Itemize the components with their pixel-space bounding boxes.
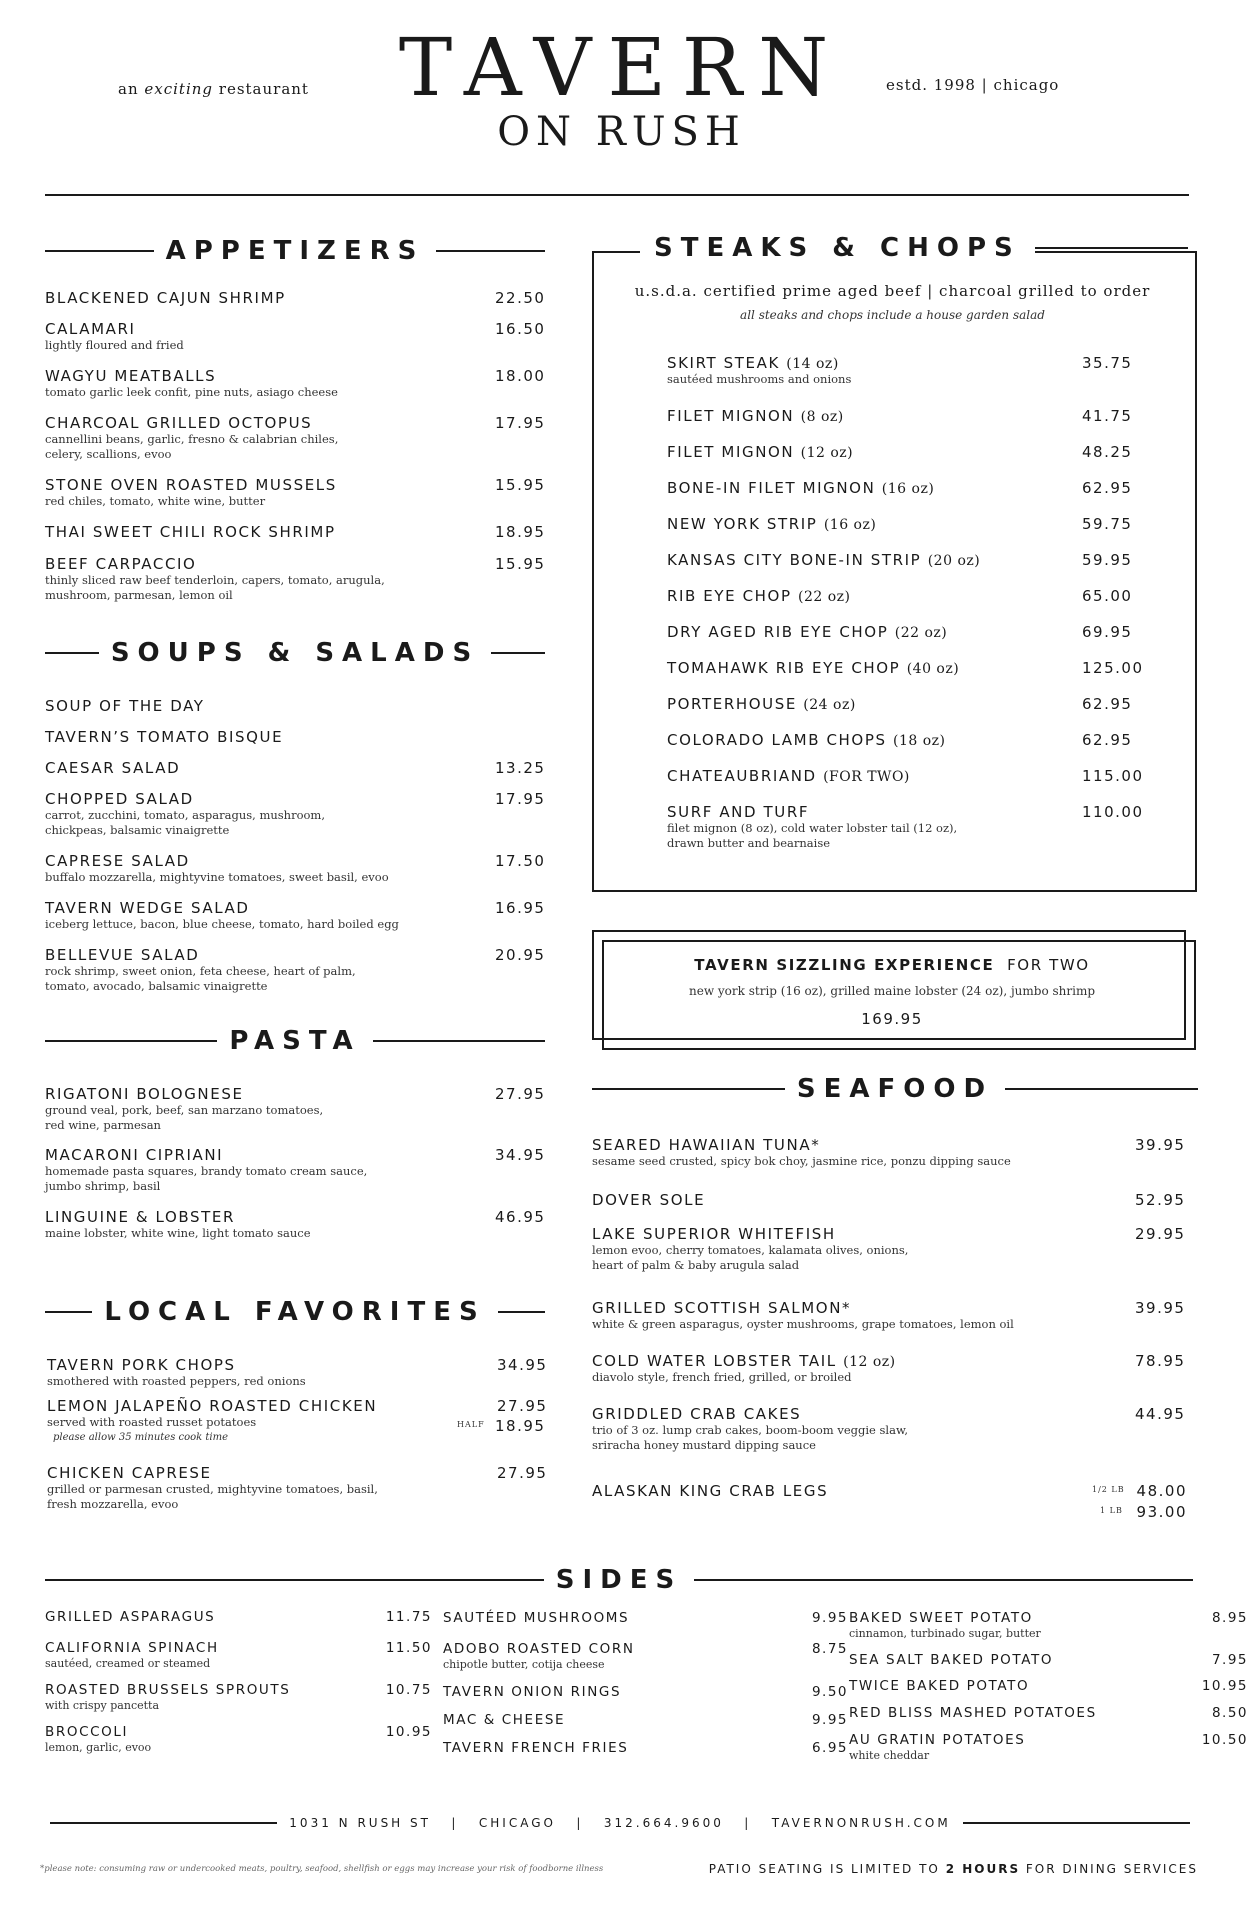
item-price: 13.25	[495, 759, 546, 777]
item-name: SKIRT STEAK (14 oz)	[667, 354, 839, 372]
item-description: fresh mozzarella, evoo	[47, 1497, 179, 1511]
item-name: CHICKEN CAPRESE	[47, 1464, 212, 1482]
pasta-item	[45, 1146, 550, 1194]
steaks-item	[667, 659, 1187, 677]
item-name: DOVER SOLE	[592, 1191, 706, 1209]
seafood-item	[592, 1299, 1192, 1332]
side-item	[443, 1740, 853, 1756]
side-price: 10.75	[385, 1682, 432, 1698]
item-name: LEMON JALAPEÑO ROASTED CHICKEN	[47, 1397, 378, 1415]
local-favorites-title: LOCAL FAVORITES	[104, 1297, 486, 1327]
item-price: 27.95	[497, 1397, 548, 1415]
steaks-subtitle: u.s.d.a. certified prime aged beef | charcoal grilled to order	[634, 282, 1151, 300]
king-crab-half-label: 1/2 LB	[1092, 1485, 1125, 1494]
item-name: COLD WATER LOBSTER TAIL (12 oz)	[592, 1352, 896, 1370]
sizzling-price: 169.95	[861, 1010, 923, 1028]
pasta-item	[45, 1085, 550, 1133]
item-description: chickpeas, balsamic vinaigrette	[45, 823, 230, 837]
item-note: please allow 35 minutes cook time	[53, 1432, 229, 1443]
steaks-item	[667, 587, 1187, 605]
item-name: STONE OVEN ROASTED MUSSELS	[45, 476, 337, 494]
item-price: 27.95	[497, 1464, 548, 1482]
patio-hours: 2 HOURS	[945, 1862, 1021, 1876]
side-price: 11.50	[385, 1640, 432, 1656]
pasta-heading	[45, 1026, 545, 1056]
item-name: BELLEVUE SALAD	[45, 946, 200, 964]
sides-title: SIDES	[555, 1565, 683, 1595]
appetizers-item	[45, 555, 550, 603]
side-item	[849, 1678, 1253, 1694]
item-description: ground veal, pork, beef, san marzano tomatoes,	[45, 1103, 324, 1117]
soups-item	[45, 852, 550, 885]
side-price: 8.50	[1211, 1705, 1248, 1721]
side-name: BROCCOLI	[45, 1724, 129, 1740]
steaks-item	[667, 695, 1187, 713]
item-price: 22.50	[495, 289, 546, 307]
side-price: 6.95	[811, 1740, 848, 1756]
appetizers-item	[45, 289, 550, 307]
item-description: iceberg lettuce, bacon, blue cheese, tomato, hard boiled egg	[45, 917, 399, 931]
item-price: 59.75	[1082, 515, 1133, 533]
soups-item	[45, 899, 550, 932]
item-size: (40 oz)	[906, 661, 960, 677]
item-description: filet mignon (8 oz), cold water lobster tail (12 oz),	[667, 821, 958, 835]
steaks-title: STEAKS & CHOPS	[640, 233, 1035, 263]
steaks-item	[667, 623, 1187, 641]
item-description: white & green asparagus, oyster mushrooms, grape tomatoes, lemon oil	[592, 1317, 1014, 1331]
item-name: TOMAHAWK RIB EYE CHOP (40 oz)	[667, 659, 960, 677]
side-price: 9.95	[811, 1712, 848, 1728]
item-description: sautéed mushrooms and onions	[667, 372, 852, 386]
item-description: rock shrimp, sweet onion, feta cheese, heart of palm,	[45, 964, 356, 978]
item-size: (12 oz)	[843, 1354, 896, 1370]
item-name: SURF AND TURF	[667, 803, 810, 821]
item-price: 44.95	[1135, 1405, 1186, 1423]
soups-item	[45, 728, 550, 746]
seafood-item	[592, 1191, 1192, 1209]
side-price: 10.95	[1201, 1678, 1248, 1694]
side-price: 11.75	[385, 1609, 432, 1625]
appetizers-title: APPETIZERS	[165, 236, 425, 266]
item-price: 15.95	[495, 476, 546, 494]
item-name: CHATEAUBRIAND (FOR TWO)	[667, 767, 910, 785]
footer-address-row	[50, 1816, 1190, 1830]
steaks-heading	[640, 233, 1188, 263]
item-description: lightly floured and fried	[45, 338, 184, 352]
item-description: thinly sliced raw beef tenderloin, capers, tomato, arugula,	[45, 573, 385, 587]
item-name: NEW YORK STRIP (16 oz)	[667, 515, 877, 533]
side-name: SEA SALT BAKED POTATO	[849, 1652, 1054, 1668]
brand-title: TAVERN	[398, 21, 845, 114]
side-item	[443, 1684, 853, 1700]
item-name: CHOPPED SALAD	[45, 790, 194, 808]
side-name: AU GRATIN POTATOES	[849, 1732, 1026, 1748]
side-price: 9.50	[811, 1684, 848, 1700]
item-price: 34.95	[495, 1146, 546, 1164]
sizzling-desc: new york strip (16 oz), grilled maine lobster (24 oz), jumbo shrimp	[688, 984, 1096, 998]
item-name: MACARONI CIPRIANI	[45, 1146, 224, 1164]
side-price: 10.50	[1201, 1732, 1248, 1748]
king-crab-half-price: 48.00	[1136, 1482, 1187, 1500]
item-name: PORTERHOUSE (24 oz)	[667, 695, 856, 713]
steaks-item	[667, 731, 1187, 749]
item-description: sesame seed crusted, spicy bok choy, jasmine rice, ponzu dipping sauce	[592, 1154, 1011, 1168]
item-name: SEARED HAWAIIAN TUNA*	[592, 1136, 821, 1154]
side-price: 8.75	[811, 1641, 848, 1657]
item-price: 16.95	[495, 899, 546, 917]
appetizers-item	[45, 523, 550, 541]
steaks-item	[667, 354, 1187, 387]
sides-heading	[45, 1565, 1193, 1595]
side-price: 7.95	[1211, 1652, 1248, 1668]
side-name: MAC & CHEESE	[443, 1712, 566, 1728]
item-price: 62.95	[1082, 695, 1133, 713]
item-name: TAVERN PORK CHOPS	[47, 1356, 236, 1374]
side-name: SAUTÉED MUSHROOMS	[443, 1610, 630, 1626]
item-description: buffalo mozzarella, mightyvine tomatoes, sweet basil, evoo	[45, 870, 389, 884]
steaks-box	[592, 251, 1197, 892]
side-name: BAKED SWEET POTATO	[849, 1610, 1033, 1626]
item-name: CAPRESE SALAD	[45, 852, 190, 870]
seafood-title: SEAFOOD	[796, 1074, 994, 1104]
side-item	[443, 1712, 853, 1728]
item-price: 41.75	[1082, 407, 1133, 425]
item-price: 34.95	[497, 1356, 548, 1374]
soups-item	[45, 697, 550, 715]
soups-item	[45, 790, 550, 838]
item-price: 78.95	[1135, 1352, 1186, 1370]
item-name: CALAMARI	[45, 320, 136, 338]
appetizers-item	[45, 367, 550, 400]
soups-title: SOUPS & SALADS	[110, 638, 480, 668]
item-price: 18.00	[495, 367, 546, 385]
appetizers-item	[45, 414, 550, 462]
footer-disclaimer: *please note: consuming raw or undercooked meats, poultry, seafood, shellfish or eggs may increase your risk of foodborne illness	[40, 1864, 604, 1874]
item-description: homemade pasta squares, brandy tomato cream sauce,	[45, 1164, 368, 1178]
side-item	[45, 1640, 437, 1671]
soups-item	[45, 759, 550, 777]
brand-subtitle: ON RUSH	[497, 109, 746, 155]
side-description: lemon, garlic, evoo	[45, 1741, 152, 1754]
side-price: 9.95	[811, 1610, 848, 1626]
steaks-item	[667, 407, 1187, 425]
side-item	[849, 1732, 1253, 1763]
item-name: TAVERN WEDGE SALAD	[45, 899, 250, 917]
footer-address: 1031 N RUSH ST | CHICAGO | 312.664.9600 | TAVERNONRUSH.COM	[289, 1816, 951, 1830]
seafood-item	[592, 1352, 1192, 1385]
item-price: 46.95	[495, 1208, 546, 1226]
steaks-note: all steaks and chops include a house garden salad	[740, 308, 1045, 322]
item-name: DRY AGED RIB EYE CHOP (22 oz)	[667, 623, 948, 641]
side-description: with crispy pancetta	[45, 1699, 160, 1712]
item-price: 62.95	[1082, 731, 1133, 749]
item-size: (16 oz)	[823, 517, 877, 533]
tagline-emphasis: exciting	[144, 80, 213, 98]
item-price: 110.00	[1082, 803, 1144, 821]
item-name: GRIDDLED CRAB CAKES	[592, 1405, 802, 1423]
side-name: ROASTED BRUSSELS SPROUTS	[45, 1682, 291, 1698]
item-size: (18 oz)	[892, 733, 946, 749]
item-name: COLORADO LAMB CHOPS (18 oz)	[667, 731, 946, 749]
item-name: RIGATONI BOLOGNESE	[45, 1085, 244, 1103]
item-name: GRILLED SCOTTISH SALMON*	[592, 1299, 852, 1317]
item-description: cannellini beans, garlic, fresno & calabrian chiles,	[45, 432, 339, 446]
item-size: (FOR TWO)	[823, 769, 910, 785]
item-price: 29.95	[1135, 1225, 1186, 1243]
seafood-item	[592, 1136, 1192, 1169]
item-description: lemon evoo, cherry tomatoes, kalamata olives, onions,	[592, 1243, 909, 1257]
side-name: ADOBO ROASTED CORN	[443, 1641, 635, 1657]
seafood-item	[592, 1225, 1192, 1273]
item-description: grilled or parmesan crusted, mightyvine tomatoes, basil,	[47, 1482, 378, 1496]
side-item	[45, 1609, 437, 1625]
steaks-item	[667, 767, 1187, 785]
side-name: TAVERN ONION RINGS	[443, 1684, 622, 1700]
item-description: tomato garlic leek confit, pine nuts, asiago cheese	[45, 385, 338, 399]
side-item	[443, 1641, 853, 1672]
item-size: (24 oz)	[803, 697, 856, 713]
side-description: cinnamon, turbinado sugar, butter	[849, 1627, 1041, 1640]
local-item	[47, 1464, 552, 1512]
item-price: 20.95	[495, 946, 546, 964]
item-price: 62.95	[1082, 479, 1133, 497]
appetizers-item	[45, 476, 550, 509]
item-price: 15.95	[495, 555, 546, 573]
soups-heading	[45, 638, 545, 668]
item-description: red chiles, tomato, white wine, butter	[45, 494, 266, 508]
item-description: tomato, avocado, balsamic vinaigrette	[45, 979, 268, 993]
side-item	[849, 1610, 1253, 1641]
item-description: maine lobster, white wine, light tomato sauce	[45, 1226, 311, 1240]
footer-patio-note: PATIO SEATING IS LIMITED TO 2 HOURS FOR DINING SERVICES	[708, 1862, 1198, 1876]
item-price: 18.95	[495, 523, 546, 541]
item-size: (8 oz)	[800, 409, 844, 425]
item-price: 16.50	[495, 320, 546, 338]
steaks-item	[667, 515, 1187, 533]
item-description: red wine, parmesan	[45, 1118, 161, 1132]
item-name: BLACKENED CAJUN SHRIMP	[45, 289, 286, 307]
local-item	[47, 1397, 552, 1445]
item-description: smothered with roasted peppers, red onions	[47, 1374, 306, 1388]
item-price: 52.95	[1135, 1191, 1186, 1209]
item-description: drawn butter and bearnaise	[667, 836, 831, 850]
item-size: (12 oz)	[800, 445, 854, 461]
item-description: trio of 3 oz. lump crab cakes, boom-boom veggie slaw,	[592, 1423, 909, 1437]
sizzling-for-two: FOR TWO	[1007, 956, 1090, 974]
side-item	[45, 1724, 437, 1755]
sizzling-title-row	[592, 956, 1192, 974]
item-name: LAKE SUPERIOR WHITEFISH	[592, 1225, 836, 1243]
king-crab-name: ALASKAN KING CRAB LEGS	[592, 1482, 829, 1500]
side-item	[849, 1705, 1253, 1721]
king-crab-full-label: 1 LB	[1100, 1506, 1123, 1515]
steaks-item	[667, 803, 1187, 851]
item-size: (20 oz)	[927, 553, 981, 569]
item-name: CAESAR SALAD	[45, 759, 181, 777]
side-item	[849, 1652, 1253, 1668]
pasta-title: PASTA	[229, 1026, 361, 1056]
tagline: an exciting restaurant	[118, 80, 309, 98]
item-price: 125.00	[1082, 659, 1144, 677]
item-size: (14 oz)	[786, 356, 839, 372]
item-price: 65.00	[1082, 587, 1133, 605]
item-name: TAVERN’S TOMATO BISQUE	[45, 728, 284, 746]
item-name: FILET MIGNON (12 oz)	[667, 443, 854, 461]
king-crab-full-price: 93.00	[1136, 1503, 1187, 1521]
seafood-heading	[592, 1074, 1198, 1104]
item-price: 27.95	[495, 1085, 546, 1103]
half-price: 18.95	[495, 1417, 546, 1435]
side-name: TAVERN FRENCH FRIES	[443, 1740, 629, 1756]
item-name: WAGYU MEATBALLS	[45, 367, 217, 385]
item-price: 69.95	[1082, 623, 1133, 641]
item-description: served with roasted russet potatoes	[47, 1415, 257, 1429]
item-price: 35.75	[1082, 354, 1133, 372]
side-name: CALIFORNIA SPINACH	[45, 1640, 219, 1656]
item-price: 17.95	[495, 790, 546, 808]
steaks-item	[667, 479, 1187, 497]
local-favorites-heading	[45, 1297, 545, 1327]
sizzling-title: TAVERN SIZZLING EXPERIENCE	[694, 956, 995, 974]
seafood-item	[592, 1405, 1192, 1453]
side-name: TWICE BAKED POTATO	[849, 1678, 1030, 1694]
side-description: white cheddar	[849, 1749, 930, 1762]
pasta-item	[45, 1208, 550, 1241]
item-name: BEEF CARPACCIO	[45, 555, 197, 573]
item-name: RIB EYE CHOP (22 oz)	[667, 587, 851, 605]
menu-item-king-crab	[592, 1482, 1192, 1521]
item-name: KANSAS CITY BONE-IN STRIP (20 oz)	[667, 551, 981, 569]
item-price: 59.95	[1082, 551, 1133, 569]
side-item	[443, 1610, 853, 1626]
side-name: RED BLISS MASHED POTATOES	[849, 1705, 1097, 1721]
item-size: (22 oz)	[894, 625, 948, 641]
item-name: LINGUINE & LOBSTER	[45, 1208, 235, 1226]
item-name: THAI SWEET CHILI ROCK SHRIMP	[45, 523, 336, 541]
item-price: 48.25	[1082, 443, 1133, 461]
item-name: CHARCOAL GRILLED OCTOPUS	[45, 414, 313, 432]
item-price: 39.95	[1135, 1299, 1186, 1317]
item-description: heart of palm & baby arugula salad	[592, 1258, 800, 1272]
side-name: GRILLED ASPARAGUS	[45, 1609, 216, 1625]
item-price: 39.95	[1135, 1136, 1186, 1154]
item-description: diavolo style, french fried, grilled, or broiled	[592, 1370, 852, 1384]
item-price: 115.00	[1082, 767, 1144, 785]
appetizers-heading	[45, 236, 545, 266]
side-description: chipotle butter, cotija cheese	[443, 1658, 605, 1671]
item-description: carrot, zucchini, tomato, asparagus, mushroom,	[45, 808, 325, 822]
appetizers-item	[45, 320, 550, 353]
local-item	[47, 1356, 552, 1389]
established-label: estd. 1998 | chicago	[886, 76, 1060, 94]
steaks-item	[667, 443, 1187, 461]
header-divider	[45, 194, 1189, 196]
item-description: mushroom, parmesan, lemon oil	[45, 588, 233, 602]
item-description: jumbo shrimp, basil	[45, 1179, 161, 1193]
steaks-item	[667, 551, 1187, 569]
item-name: SOUP OF THE DAY	[45, 697, 205, 715]
half-label: HALF	[457, 1420, 485, 1429]
item-name: FILET MIGNON (8 oz)	[667, 407, 844, 425]
side-item	[45, 1682, 437, 1713]
item-price: 17.95	[495, 414, 546, 432]
item-description: celery, scallions, evoo	[45, 447, 172, 461]
item-size: (16 oz)	[881, 481, 935, 497]
item-price: 17.50	[495, 852, 546, 870]
side-price: 10.95	[385, 1724, 432, 1740]
side-description: sautéed, creamed or steamed	[45, 1657, 211, 1670]
item-size: (22 oz)	[797, 589, 851, 605]
soups-item	[45, 946, 550, 994]
side-price: 8.95	[1211, 1610, 1248, 1626]
item-description: sriracha honey mustard dipping sauce	[592, 1438, 816, 1452]
item-name: BONE-IN FILET MIGNON (16 oz)	[667, 479, 935, 497]
